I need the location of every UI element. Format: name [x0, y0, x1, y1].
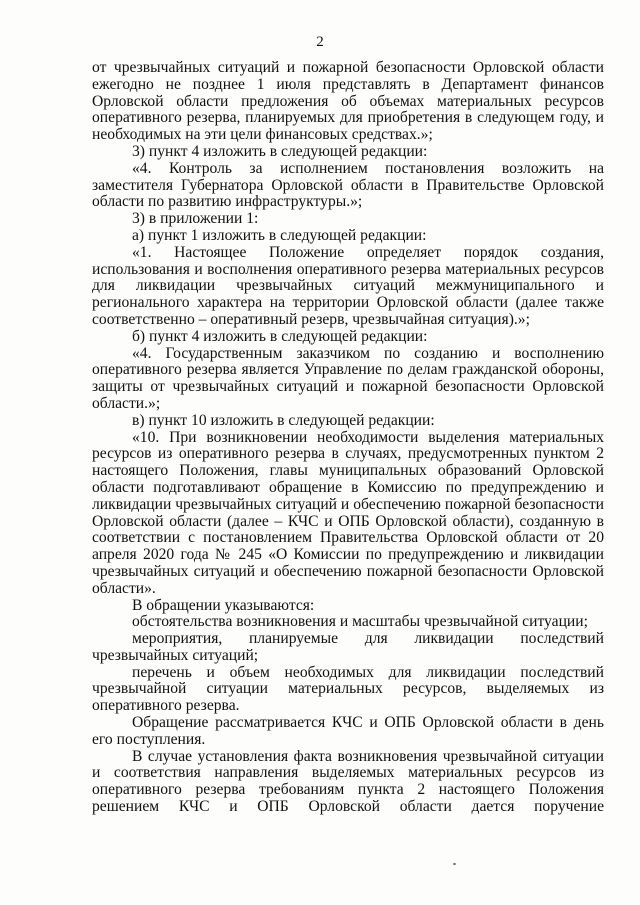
paragraph-quote-4-customer: «4. Государственным заказчиком по созданию и восполнению оперативного резерва является Управление по делам гражданской обороны, защиты от чрезвычайных ситуаций и пожарной безопасности Орловской области.»; — [92, 344, 604, 412]
paragraph-quote-1-regulation: «1. Настоящее Положение определяет порядок создания, использования и восполнения оперативного резерва материальных ресурсов для ликвидации чрезвычайных ситуаций межмуниципального и регионального характера на территории Орловской области (далее также соответственно – оперативный резерв, чрезвычайная ситуация).»; — [92, 243, 604, 328]
scan-speck — [453, 863, 456, 865]
paragraph-continuation: от чрезвычайных ситуаций и пожарной безопасности Орловской области ежегодно не позднее 1 июля представлять в Департамент финансов Орловской области предложения об объемах материальных ресурсов оперативного резерва, планируемых для приобретения в следующем году, и необходимых на эти цели финансовых средствах.»; — [92, 59, 604, 144]
paragraph-sub-a: а) пункт 1 изложить в следующей редакции: — [132, 226, 427, 244]
paragraph-measures: мероприятия, планируемые для ликвидации последствий чрезвычайных ситуаций; — [92, 630, 604, 664]
paragraph-item-3-point-4: 3) пункт 4 изложить в следующей редакции: — [132, 142, 428, 160]
paragraph-quote-4-control: «4. Контроль за исполнением постановления возложить на заместителя Губернатора Орловской области в Правительстве Орловской области по развитию инфраструктуры.»; — [92, 159, 604, 211]
paragraph-quote-10-request: «10. При возникновении необходимости выделения материальных ресурсов из оперативного резерва в случаях, предусмотренных пунктом 2 настоящего Положения, главы муниципальных образований Орловской области подготавливают обращение в Комиссию по предупреждению и ликвидации чрезвычайных ситуаций и обеспечению пожарной безопасности Орловской области (далее – КЧС и ОПБ Орловской области), созданную в соответствии с постановлением Правительства Орловской области от 20 апреля 2020 года № 245 «О Комиссии по предупреждению и ликвидации чрезвычайных ситуаций и обеспечению пожарной безопасности Орловской области». — [92, 428, 604, 597]
paragraph-review: Обращение рассматривается КЧС и ОПБ Орловской области в день его поступления. — [92, 714, 604, 748]
paragraph-resources-list: перечень и объем необходимых для ликвидации последствий чрезвычайной ситуации материальных ресурсов, выделяемых из оперативного резерва. — [92, 663, 604, 715]
paragraph-circumstances: обстоятельства возникновения и масштабы чрезвычайной ситуации; — [132, 613, 588, 631]
document-body — [92, 60, 604, 816]
paragraph-sub-v: в) пункт 10 изложить в следующей редакции: — [132, 411, 435, 429]
page-number: 2 — [316, 34, 324, 50]
paragraph-decision: В случае установления факта возникновения чрезвычайной ситуации и соответствия направления выделяемых материальных ресурсов из оперативного резерва требованиям пункта 2 настоящего Положения решением КЧС и ОПБ Орловской области дается поручение — [92, 747, 604, 816]
paragraph-sub-b: б) пункт 4 изложить в следующей редакции: — [132, 327, 428, 345]
paragraph-item-3-appendix: 3) в приложении 1: — [132, 210, 259, 228]
paragraph-request-contents: В обращении указываются: — [132, 596, 315, 614]
